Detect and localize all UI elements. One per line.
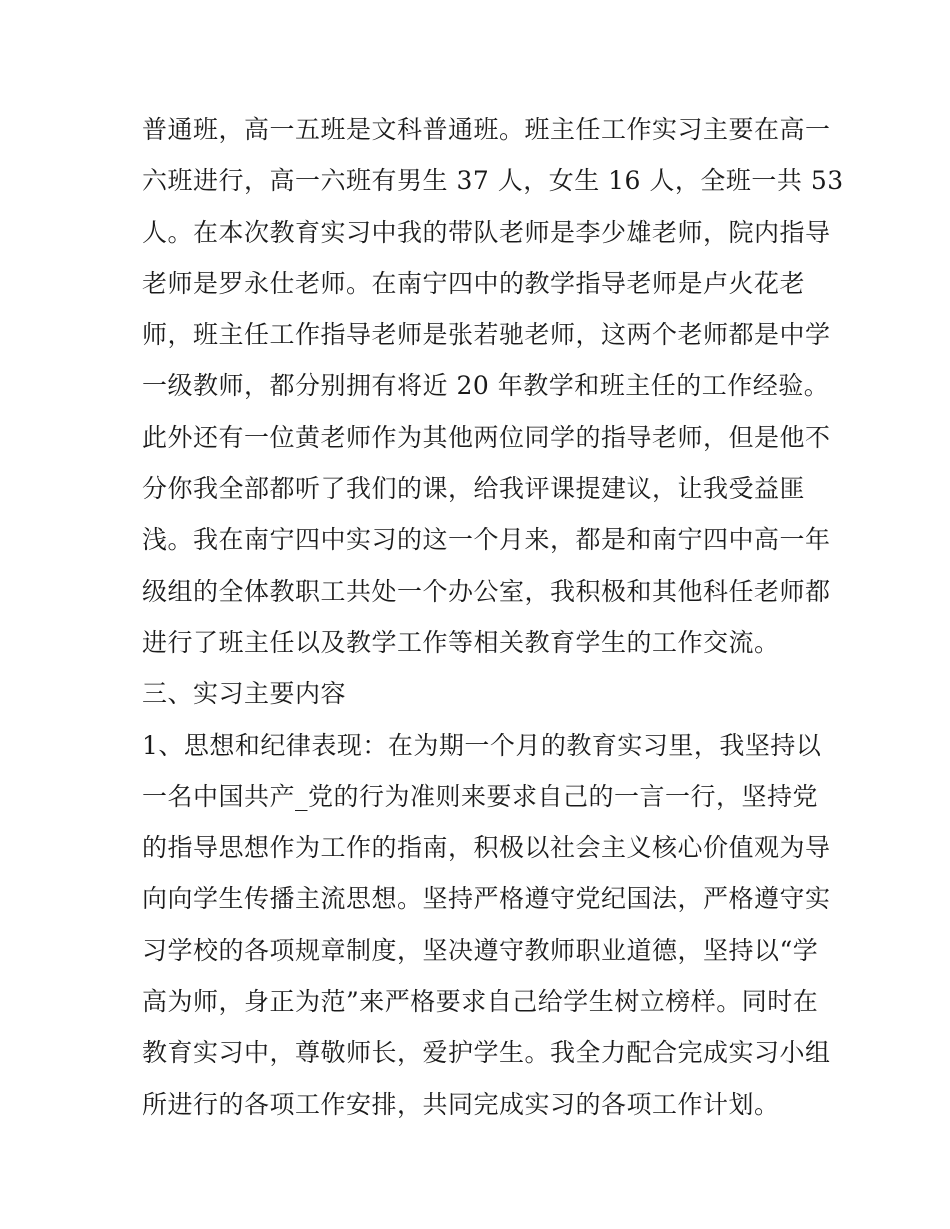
text-line: 老师是罗永仕老师。在南宁四中的教学指导老师是卢火花老	[142, 268, 806, 298]
text-line: 六班进行，高一六班有男生 37 人，女生 16 人，全班一共 53	[142, 166, 844, 196]
text-line: 级组的全体教职工共处一个办公室，我积极和其他科任老师都	[142, 576, 831, 606]
text-line: 浅。我在南宁四中实习的这一个月来，都是和南宁四中高一年	[142, 525, 831, 555]
text-line: 一级教师，都分别拥有将近 20 年教学和班主任的工作经验。	[142, 371, 830, 401]
text-line: 1、思想和纪律表现：在为期一个月的教育实习里，我坚持以	[142, 730, 822, 760]
text-line: 的指导思想作为工作的指南，积极以社会主义核心价值观为导	[142, 833, 831, 863]
document-body	[142, 104, 844, 1130]
text-line: 向向学生传播主流思想。坚持严格遵守党纪国法，严格遵守实	[142, 884, 831, 914]
text-line: 师，班主任工作指导老师是张若驰老师，这两个老师都是中学	[142, 320, 831, 350]
text-line: 教育实习中，尊敬师长，爱护学生。我全力配合完成实习小组	[142, 1038, 831, 1068]
text-line: 人。在本次教育实习中我的带队老师是李少雄老师，院内指导	[142, 217, 831, 247]
text-line: 分你我全部都听了我们的课，给我评课提建议，让我受益匪	[142, 474, 806, 504]
text-line: 高为师，身正为范”来严格要求自己给学生树立榜样。同时在	[142, 987, 819, 1017]
section-heading: 三、实习主要内容	[142, 679, 347, 709]
text-line: 进行了班主任以及教学工作等相关教育学生的工作交流。	[142, 627, 780, 657]
text-line: 普通班，高一五班是文科普通班。班主任工作实习主要在高一	[142, 115, 831, 144]
text-line: 此外还有一位黄老师作为其他两位同学的指导老师，但是他不	[142, 422, 831, 452]
text-line: 一名中国共产_党的行为准则来要求自己的一言一行，坚持党	[142, 781, 819, 811]
text-line: 所进行的各项工作安排，共同完成实习的各项工作计划。	[142, 1089, 780, 1119]
text-line: 习学校的各项规章制度，坚决遵守教师职业道德，坚持以“学	[142, 935, 819, 965]
